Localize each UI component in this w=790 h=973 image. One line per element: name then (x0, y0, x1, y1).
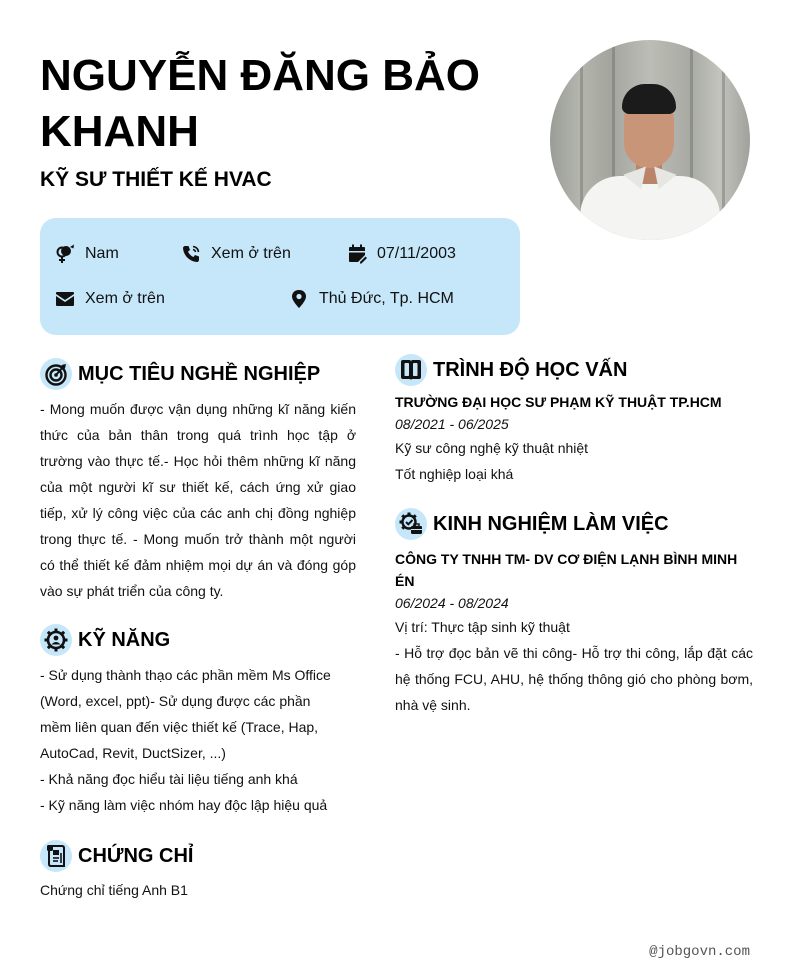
phone-value: Xem ở trên (211, 245, 291, 262)
contact-info-box (40, 218, 520, 335)
company-name: CÔNG TY TNHH TM- DV CƠ ĐIỆN LẠNH BÌNH MINH ÉN (395, 551, 738, 589)
candidate-name: NGUYỄN ĐĂNG BẢO KHANH (40, 51, 481, 156)
objective-text: - Mong muốn được vận dụng những kĩ năng kiến thức của bản thân trong quá trình học tập ở trường vào thực tế.- Học hỏi thêm những kĩ năng của một người kĩ sư thiết kế, cách ứng xử giao tiếp, xử lý công việc của các anh chị đồng nghiệp trong thực tế. - Mong muốn trở thành một người có thể thiết kế đảm nhiệm mọi dự án và đóng góp vào sự phát triển của công ty. (40, 401, 356, 599)
gender-value: Nam (85, 245, 119, 262)
address-item (288, 289, 454, 309)
education-grade: Tốt nghiệp loại khá (395, 466, 514, 482)
certificate-icon (40, 840, 72, 872)
experience-position: Vị trí: Thực tập sinh kỹ thuật (395, 619, 570, 635)
skills-list (40, 662, 340, 818)
experience-description: - Hỗ trợ đọc bản vẽ thi công- Hỗ trợ thi công, lắp đặt các hệ thống FCU, AHU, hệ thống thông gió cho phòng bơm, nhà vệ sinh. (395, 645, 753, 713)
skill-item: - Khả năng đọc hiểu tài liệu tiếng anh khá (40, 771, 298, 787)
education-title: TRÌNH ĐỘ HỌC VẤN (433, 358, 628, 381)
skill-item: - Sử dụng thành thạo các phần mềm Ms Office (Word, excel, ppt)- Sử dụng được các phần mềm liên quan đến việc thiết kế (Trace, Hap, AutoCad, Revit, DuctSizer, ...) (40, 667, 331, 761)
job-title: KỸ SƯ THIẾT KẾ HVAC (40, 168, 272, 191)
profile-photo (550, 40, 750, 240)
location-pin-icon (288, 289, 310, 309)
education-section-header (395, 354, 627, 386)
education-entry (395, 391, 755, 487)
email-item (54, 289, 165, 309)
objective-title: MỤC TIÊU NGHỀ NGHIỆP (78, 362, 321, 385)
certificate-item: Chứng chỉ tiếng Anh B1 (40, 882, 188, 898)
experience-title: KINH NGHIỆM LÀM VIỆC (433, 512, 669, 535)
certificates-title: CHỨNG CHỈ (78, 844, 194, 867)
experience-entry (395, 548, 753, 718)
gear-user-icon (40, 624, 72, 656)
gender-item (54, 244, 119, 264)
education-major: Kỹ sư công nghệ kỹ thuật nhiệt (395, 440, 589, 456)
experience-period: 06/2024 - 08/2024 (395, 595, 509, 611)
birthday-item (346, 244, 456, 264)
target-icon (40, 358, 72, 390)
education-period: 08/2021 - 06/2025 (395, 416, 509, 432)
certificates-list (40, 877, 340, 903)
envelope-icon (54, 289, 76, 309)
skill-item: - Kỹ năng làm việc nhóm hay độc lập hiệu quả (40, 797, 328, 813)
phone-icon (180, 244, 202, 264)
watermark: @jobgovn.com (649, 944, 750, 960)
book-icon (395, 354, 427, 386)
email-value: Xem ở trên (85, 290, 165, 307)
experience-section-header (395, 508, 669, 540)
gender-icon (54, 244, 76, 264)
skills-section-header (40, 624, 170, 656)
calendar-icon (346, 244, 368, 264)
school-name: TRƯỜNG ĐẠI HỌC SƯ PHẠM KỸ THUẬT TP.HCM (395, 394, 722, 410)
skills-title: KỸ NĂNG (78, 628, 171, 651)
address-value: Thủ Đức, Tp. HCM (319, 290, 454, 307)
phone-item (180, 244, 291, 264)
gear-briefcase-icon (395, 508, 427, 540)
certificates-section-header (40, 840, 193, 872)
objective-section-header (40, 358, 320, 390)
birthday-value: 07/11/2003 (377, 245, 456, 262)
